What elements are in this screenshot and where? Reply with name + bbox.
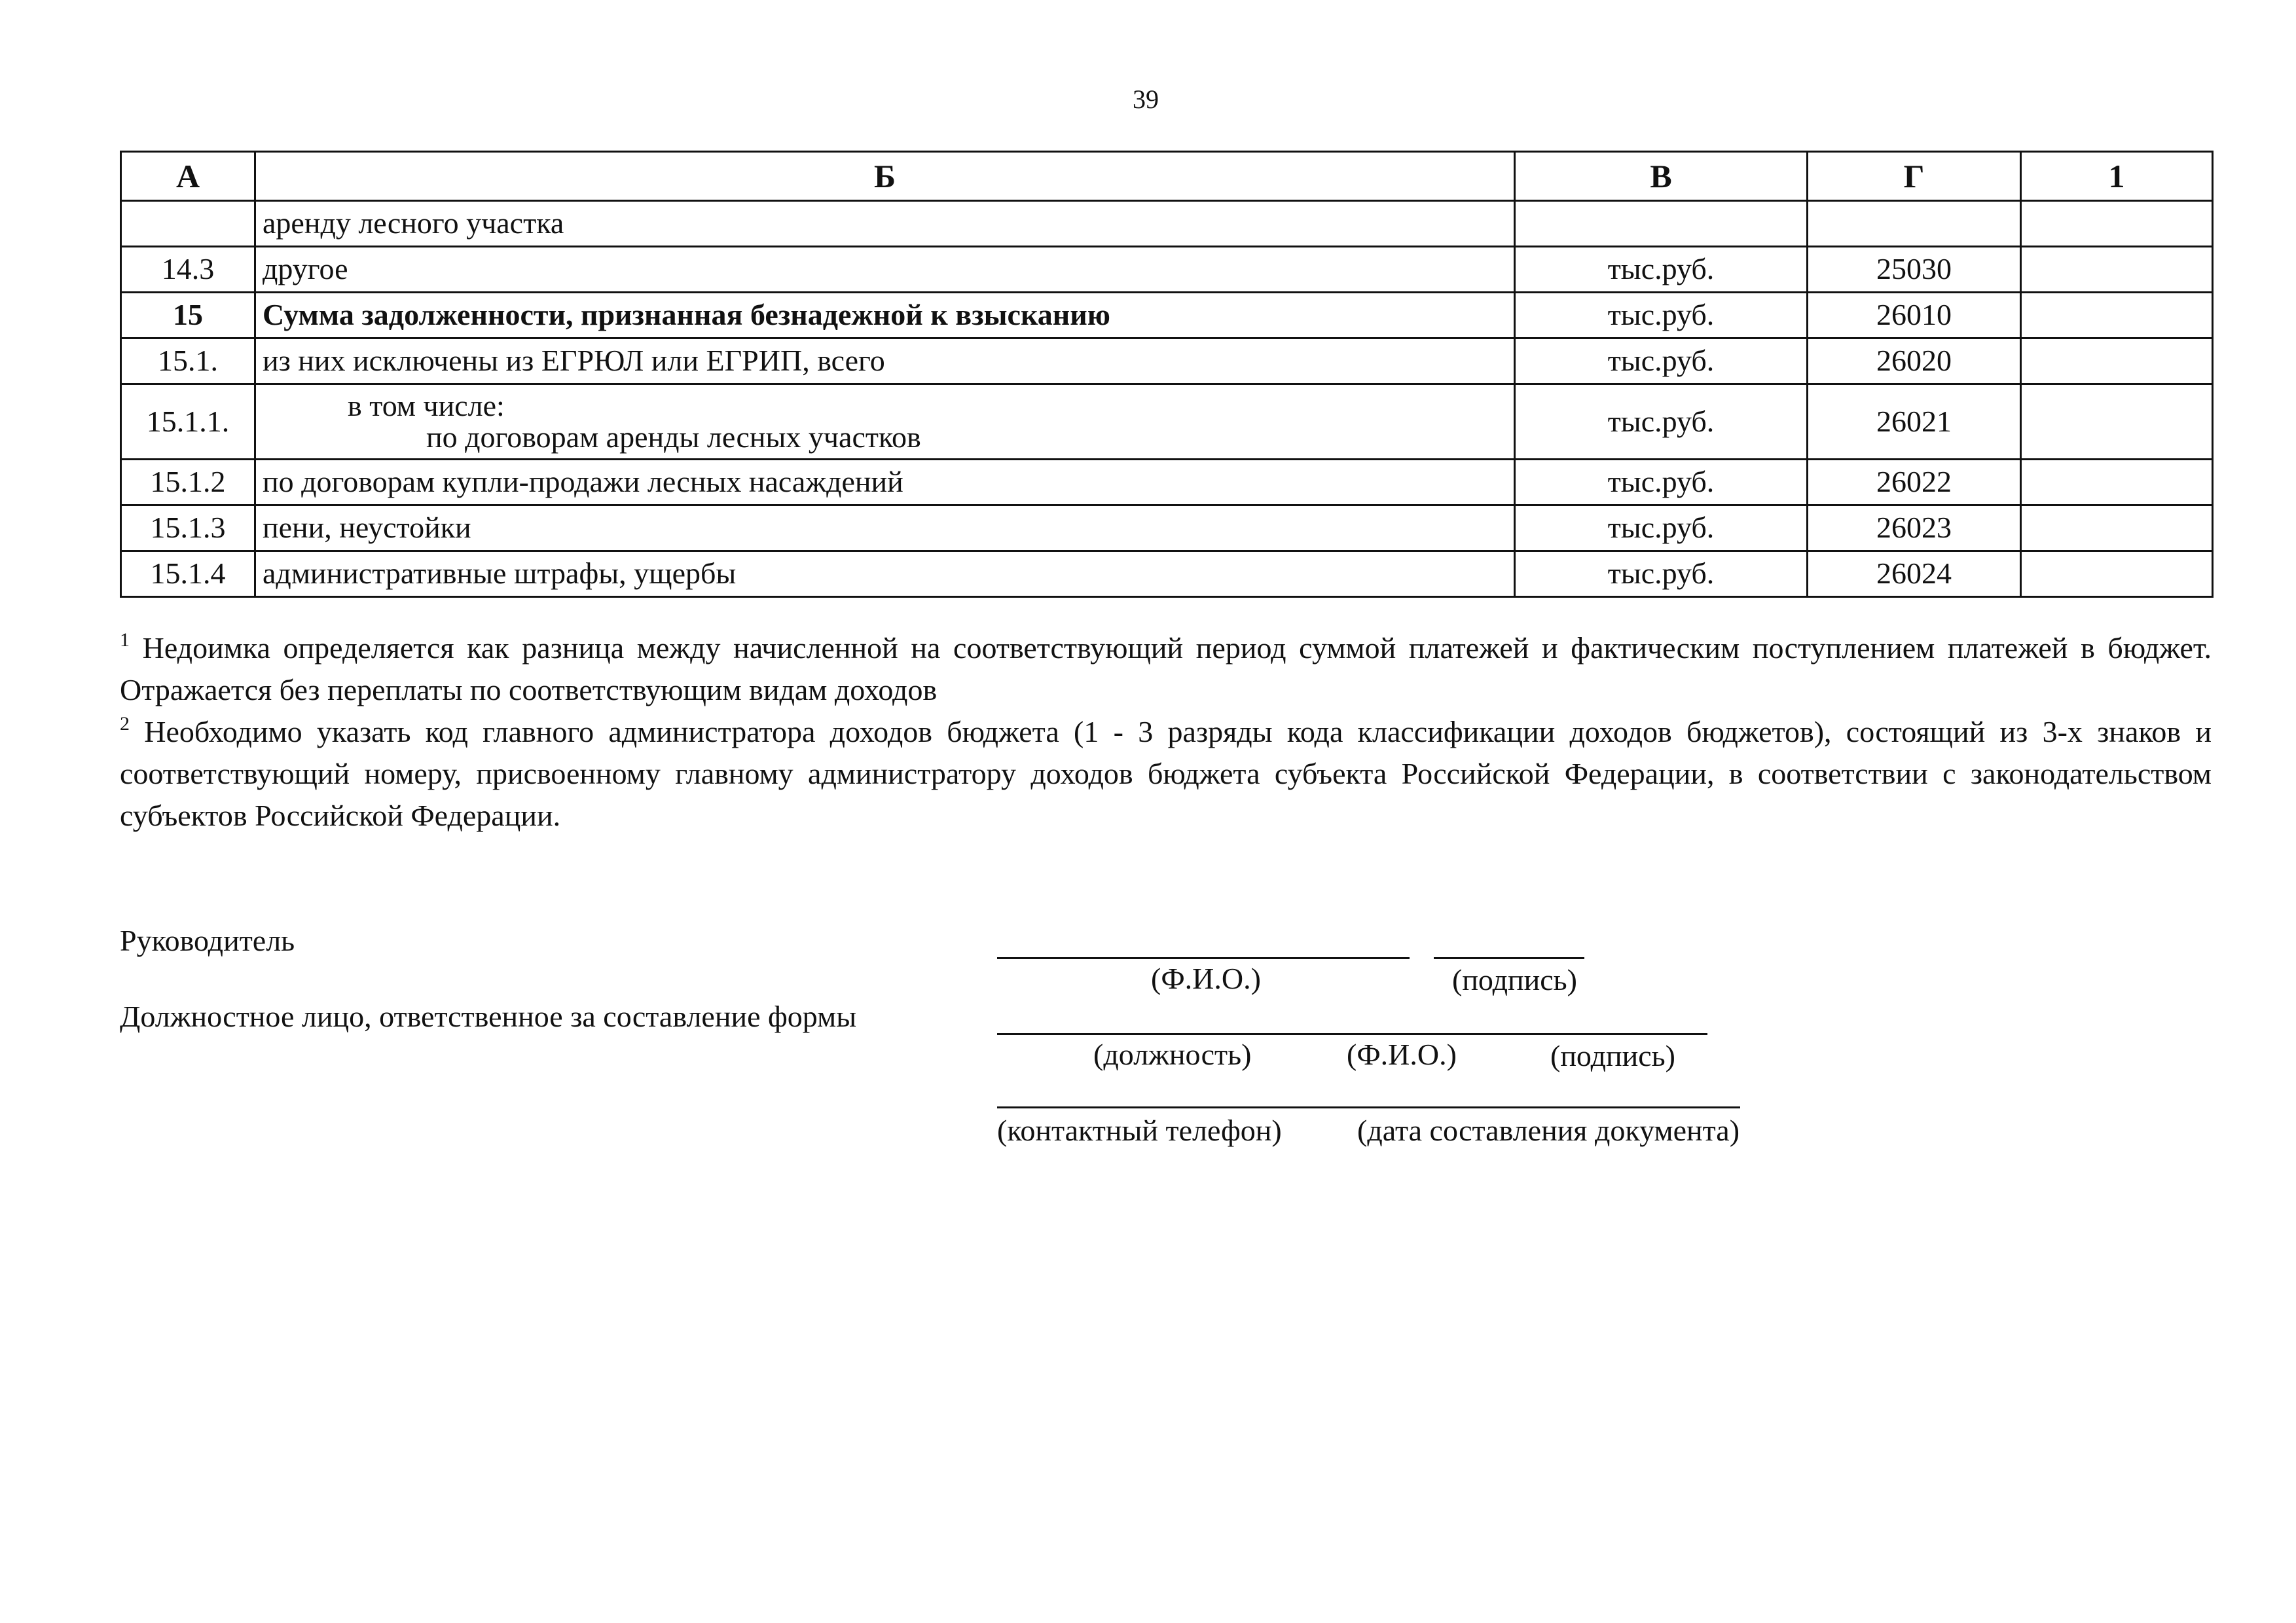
row-line-code: 26022 [1808, 460, 2021, 505]
head-sign-line [1434, 957, 1584, 959]
report-table [120, 151, 2214, 598]
row-value [2021, 460, 2213, 505]
row-name: Сумма задолженности, признанная безнадежной к взысканию [255, 293, 1515, 338]
table-row [121, 201, 2213, 247]
table-header-row [121, 152, 2213, 201]
row-value [2021, 551, 2213, 597]
row-value [2021, 338, 2213, 384]
doc-date-caption: (дата составления документа) [1357, 1114, 1740, 1147]
head-fio-caption: (Ф.И.О.) [1151, 962, 1261, 995]
footnote-1-mark: 1 [120, 629, 130, 651]
contact-phone-caption: (контактный телефон) [997, 1114, 1282, 1147]
row-name: пени, неустойки [255, 505, 1515, 551]
table-row [121, 384, 2213, 460]
row-unit: тыс.руб. [1515, 384, 1808, 460]
row-line-code: 26020 [1808, 338, 2021, 384]
row-unit: тыс.руб. [1515, 247, 1808, 293]
row-value [2021, 505, 2213, 551]
row-unit: тыс.руб. [1515, 293, 1808, 338]
table-row [121, 551, 2213, 597]
row-unit: тыс.руб. [1515, 460, 1808, 505]
footnotes [120, 627, 2212, 837]
head-sign-caption: (подпись) [1452, 963, 1577, 996]
head-fio-line [997, 957, 1410, 959]
row-code: 15.1.2 [121, 460, 255, 505]
row-unit: тыс.руб. [1515, 551, 1808, 597]
head-label: Руководитель [120, 924, 295, 957]
row-code: 15.1. [121, 338, 255, 384]
table-row [121, 460, 2213, 505]
header-cell-v: В [1515, 152, 1808, 201]
row-name: по договорам купли-продажи лесных насаждений [255, 460, 1515, 505]
header-cell-g: Г [1808, 152, 2021, 201]
row-line-code: 25030 [1808, 247, 2021, 293]
row-unit: тыс.руб. [1515, 338, 1808, 384]
row-name: административные штрафы, ущербы [255, 551, 1515, 597]
table-row [121, 505, 2213, 551]
row-code: 15 [121, 293, 255, 338]
footnote-2-text: Необходимо указать код главного администратора доходов бюджета (1 - 3 разряды кода классификации доходов бюджетов), состоящий из 3-х знаков и соответствующий номеру, присвоенному главному администратору доходов бюджета субъекта Российской Федерации, в соответствии с законодательством субъектов Российской Федерации. [120, 715, 2212, 832]
row-value [2021, 201, 2213, 247]
header-cell-b: Б [255, 152, 1515, 201]
official-fio-caption: (Ф.И.О.) [1347, 1038, 1457, 1071]
official-sign-caption: (подпись) [1550, 1039, 1675, 1072]
footnote-1 [120, 627, 2212, 711]
row-code: 15.1.4 [121, 551, 255, 597]
page-number: 39 [1133, 84, 1159, 114]
official-line [997, 1033, 1707, 1035]
contact-line [997, 1106, 1740, 1108]
row-code [121, 201, 255, 247]
table-row [121, 247, 2213, 293]
row-code: 15.1.3 [121, 505, 255, 551]
row-name-sub: по договорам аренды лесных участков [426, 420, 921, 454]
header-cell-a: А [121, 152, 255, 201]
table-row [121, 293, 2213, 338]
table-row [121, 338, 2213, 384]
header-cell-1: 1 [2021, 152, 2213, 201]
row-line-code: 26024 [1808, 551, 2021, 597]
row-name: другое [255, 247, 1515, 293]
footnote-2 [120, 711, 2212, 837]
footnote-2-mark: 2 [120, 713, 130, 735]
official-label: Должностное лицо, ответственное за составление формы [120, 1000, 857, 1033]
row-value [2021, 247, 2213, 293]
row-code: 15.1.1. [121, 384, 255, 460]
row-line-code [1808, 201, 2021, 247]
footnote-1-text: Недоимка определяется как разница между начисленной на соответствующий период суммой платежей и фактическим поступлением платежей в бюджет. Отражается без переплаты по соответствующим видам доходов [120, 631, 2212, 706]
row-line-code: 26023 [1808, 505, 2021, 551]
row-code: 14.3 [121, 247, 255, 293]
row-value [2021, 293, 2213, 338]
row-value [2021, 384, 2213, 460]
row-name: из них исключены из ЕГРЮЛ или ЕГРИП, всего [255, 338, 1515, 384]
row-line-code: 26021 [1808, 384, 2021, 460]
row-name-cell [255, 384, 1515, 460]
row-name: аренду лесного участка [255, 201, 1515, 247]
row-unit [1515, 201, 1808, 247]
row-line-code: 26010 [1808, 293, 2021, 338]
official-position-caption: (должность) [1093, 1038, 1252, 1071]
row-name: в том числе: [348, 388, 505, 422]
row-unit: тыс.руб. [1515, 505, 1808, 551]
